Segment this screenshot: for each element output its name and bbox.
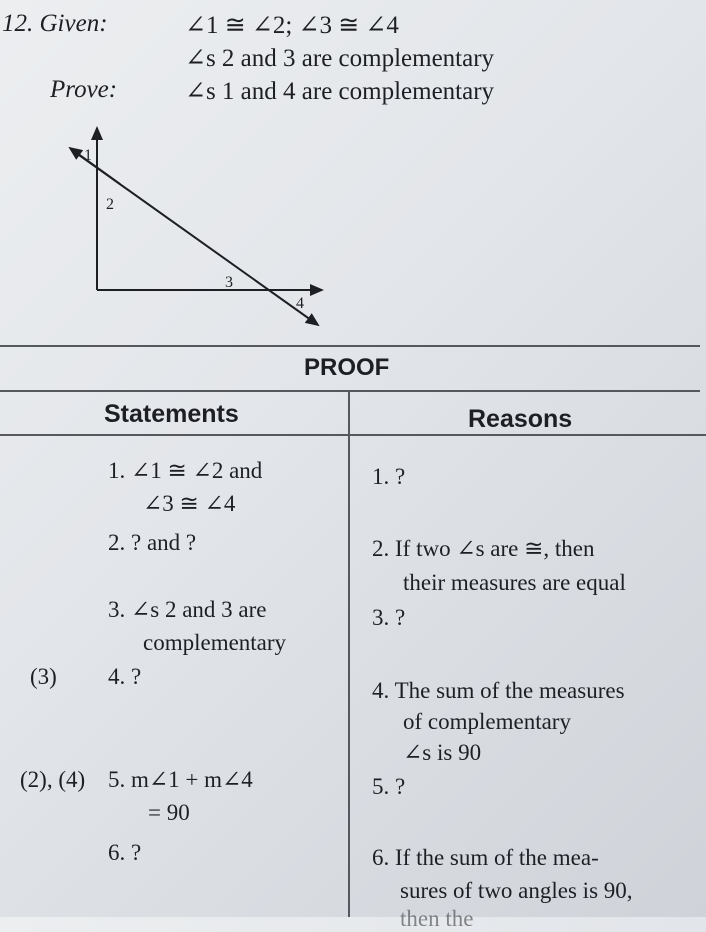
statement-1-line-2: ∠3 ≅ ∠4 bbox=[143, 491, 236, 516]
reasons-header: Reasons bbox=[468, 405, 573, 433]
reason-4-line-1: 4. The sum of the measures bbox=[372, 678, 625, 703]
statement-4-reference: (3) bbox=[30, 664, 57, 689]
statement-3-line-2: complementary bbox=[143, 630, 287, 655]
angle-label-2: 2 bbox=[106, 196, 114, 213]
statements-header: Statements bbox=[104, 400, 239, 428]
angle-label-1: 1 bbox=[84, 147, 92, 164]
given-line-1: ∠1 ≅ ∠2; ∠3 ≅ ∠4 bbox=[185, 12, 399, 39]
prove-label: Prove: bbox=[50, 76, 118, 103]
reason-6-line-3: then the bbox=[400, 906, 474, 931]
reason-2-line-2: their measures are equal bbox=[403, 570, 626, 595]
statement-1-line-1: 1. ∠1 ≅ ∠2 and bbox=[108, 458, 263, 483]
statement-5-reference: (2), (4) bbox=[20, 767, 86, 792]
statement-4: 4. ? bbox=[108, 664, 142, 689]
statement-6: 6. ? bbox=[108, 840, 142, 865]
reason-3: 3. ? bbox=[372, 605, 406, 630]
angle-label-3: 3 bbox=[225, 274, 233, 291]
reason-6-line-1: 6. If the sum of the mea- bbox=[372, 845, 599, 870]
prove-statement: ∠s 1 and 4 are complementary bbox=[185, 78, 495, 105]
header-rule bbox=[0, 434, 706, 436]
top-rule bbox=[0, 345, 700, 347]
problem-number-given: 12. Given: bbox=[2, 10, 108, 37]
column-divider bbox=[348, 390, 350, 917]
statement-3-line-1: 3. ∠s 2 and 3 are bbox=[108, 597, 267, 622]
angle-label-4: 4 bbox=[296, 295, 304, 312]
reason-2-line-1: 2. If two ∠s are ≅, then bbox=[372, 536, 595, 561]
reason-4-line-2: of complementary bbox=[403, 709, 571, 734]
reason-6-line-2: sures of two angles is 90, bbox=[400, 878, 633, 903]
proof-title: PROOF bbox=[304, 354, 390, 381]
reason-4-line-3: ∠s is 90 bbox=[403, 740, 482, 765]
statement-5-line-1: 5. m∠1 + m∠4 bbox=[108, 767, 253, 792]
reason-5: 5. ? bbox=[372, 774, 406, 799]
statement-2: 2. ? and ? bbox=[108, 530, 197, 555]
given-line-2: ∠s 2 and 3 are complementary bbox=[185, 45, 495, 72]
statement-5-line-2: = 90 bbox=[148, 800, 190, 825]
transversal-upper-ray bbox=[70, 148, 120, 184]
reason-1: 1. ? bbox=[372, 464, 406, 489]
